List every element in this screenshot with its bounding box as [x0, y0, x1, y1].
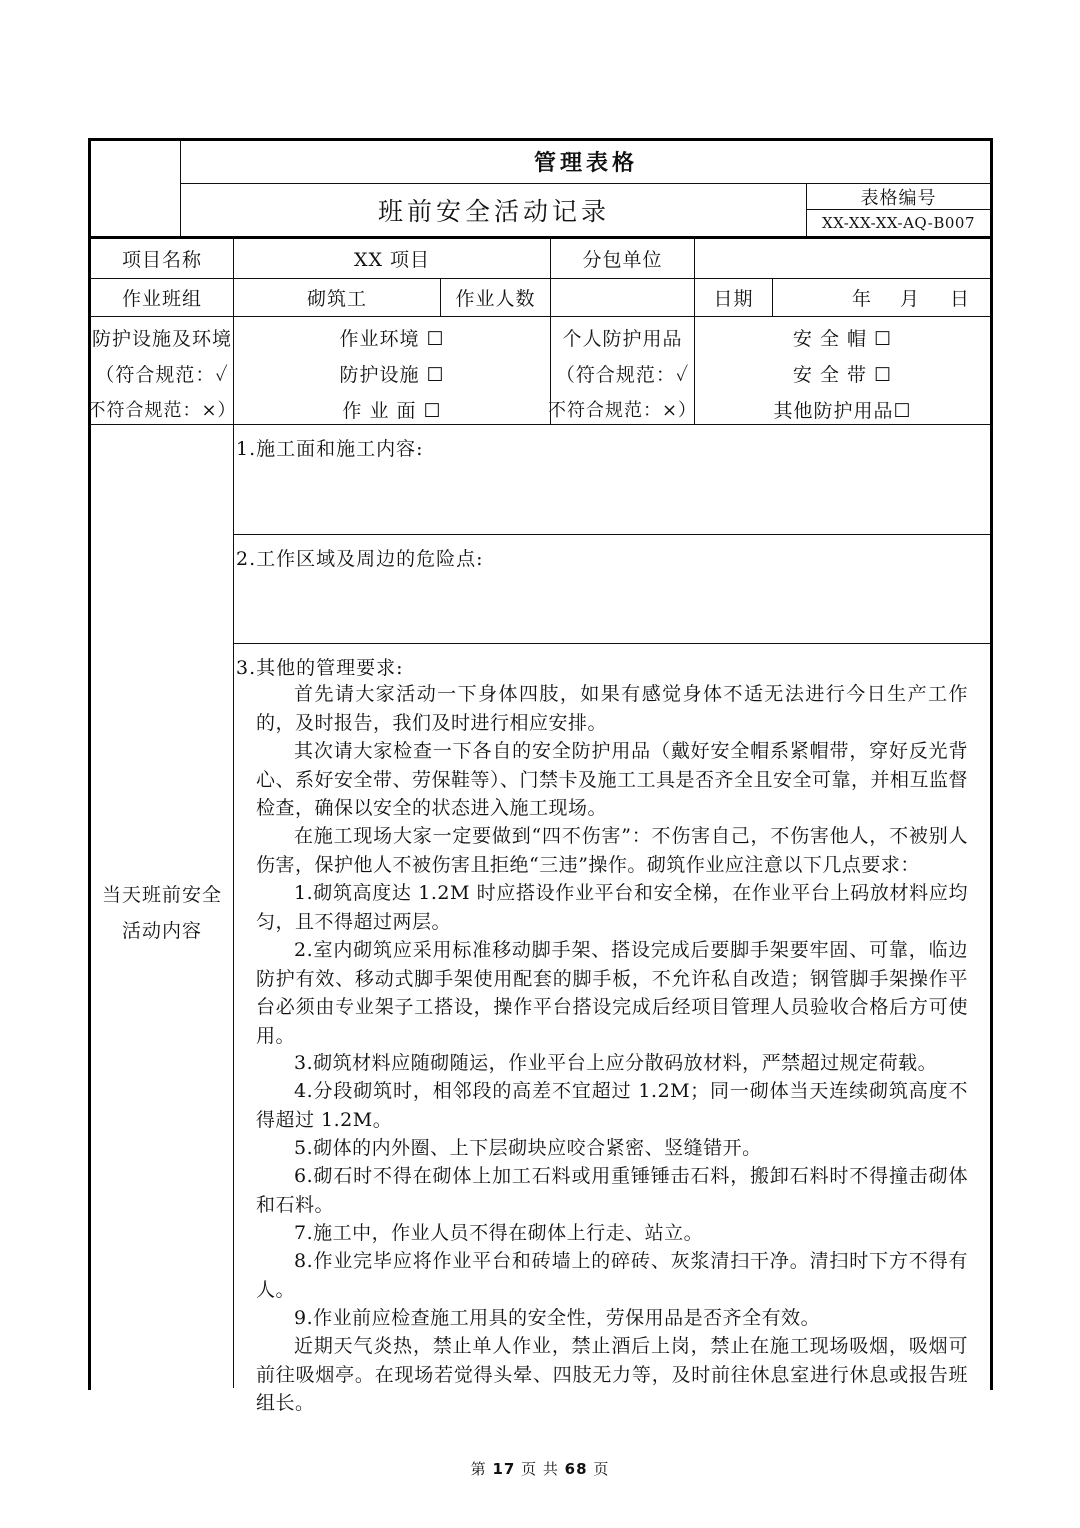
ppe-item-other[interactable]: 其他防护用品☐ — [773, 399, 912, 422]
date-year: 年 — [851, 288, 872, 310]
env-label-line2: （符合规范：✓ — [95, 363, 229, 386]
section-other-requirements: 3.其他的管理要求: — [236, 656, 404, 679]
env-label-line1: 防护设施及环境 — [91, 327, 232, 350]
footer-suffix: 页 — [593, 1460, 610, 1478]
subcontractor-label: 分包单位 — [582, 248, 663, 271]
activity-label-line1: 当天班前安全 — [101, 883, 222, 906]
paragraph-3: 1.砌筑高度达 1.2M 时应搭设作业平台和安全梯，在作业平台上码放材料应均匀，且不得超过两层。 — [256, 882, 968, 933]
ppe-label-line3: 不符合规范：×） — [547, 400, 698, 421]
date-month: 月 — [899, 288, 920, 310]
paragraph-4: 2.室内砌筑应采用标准移动脚手架、搭设完成后要脚手架要牢固、可靠，临边防护有效、移动式脚手架使用配套的脚手板，不允许私自改造；钢管脚手架操作平台必须由专业架子工搭设，操作平台搭设完成后经项目管理人员验收合格后方可使用。 — [256, 939, 968, 1047]
env-item-work-environment[interactable]: 作业环境 ☐ — [339, 327, 445, 350]
paragraph-12: 近期天气炎热，禁止单人作业，禁止酒后上岗，禁止在施工现场吸烟，吸烟可前往吸烟亭。在现场若觉得头晕、四肢无力等，及时前往休息室进行休息或报告班组长。 — [256, 1335, 968, 1414]
project-name-value[interactable]: XX 项目 — [353, 248, 431, 271]
ppe-item-safety-belt[interactable]: 安 全 带 ☐ — [792, 363, 893, 386]
env-label-line3: 不符合规范：×） — [87, 400, 237, 421]
document-title: 班前安全活动记录 — [377, 197, 610, 226]
hazards-field[interactable] — [234, 576, 990, 642]
paragraph-0: 首先请大家活动一下身体四肢，如果有感觉身体不适无法进行今日生产工作的，及时报告，我们及时进行相应安排。 — [256, 683, 968, 734]
form-category: 管理表格 — [533, 151, 638, 176]
footer-page-number: 17 — [492, 1460, 516, 1478]
project-name-label: 项目名称 — [121, 248, 202, 271]
paragraph-1: 其次请大家检查一下各自的安全防护用品（戴好安全帽系紧帽带，穿好反光背心、系好安全带、劳保鞋等）、门禁卡及施工工具是否齐全且安全可靠，并相互监督检查，确保以安全的状态进入施工现场。 — [256, 740, 969, 819]
date-day: 日 — [949, 288, 970, 310]
paragraph-11: 9.作业前应检查施工用具的安全性，劳保用品是否齐全有效。 — [294, 1307, 821, 1329]
work-team-label: 作业班组 — [121, 288, 202, 310]
form-code-label: 表格编号 — [860, 187, 937, 209]
ppe-label-line2: （符合规范：✓ — [555, 363, 690, 386]
footer-prefix: 第 — [470, 1460, 487, 1478]
worker-count-value[interactable] — [551, 279, 694, 316]
paragraph-2: 在施工现场大家一定要做到“四不伤害”：不伤害自己，不伤害他人，不被别人伤害，保护他人不被伤害且拒绝“三违”操作。砌筑作业应注意以下几点要求： — [256, 825, 968, 876]
section-hazards: 2.工作区域及周边的危险点: — [236, 547, 484, 570]
work-content-field[interactable] — [234, 466, 990, 532]
work-team-value[interactable]: 砌筑工 — [306, 288, 367, 310]
paragraph-5: 3.砌筑材料应随砌随运，作业平台上应分散码放材料，严禁超过规定荷载。 — [294, 1052, 938, 1074]
footer-middle: 页 共 — [521, 1460, 559, 1478]
worker-count-label: 作业人数 — [455, 288, 536, 310]
page-footer — [0, 1458, 1080, 1479]
paragraph-6: 4.分段砌筑时，相邻段的高差不宜超过 1.2M；同一砌体当天连续砌筑高度不得超过 1.2M。 — [256, 1080, 968, 1131]
ppe-item-helmet[interactable]: 安 全 帽 ☐ — [792, 327, 893, 350]
ppe-label-line1: 个人防护用品 — [562, 327, 683, 350]
form-code-value: XX-XX-XX-AQ-B007 — [821, 214, 975, 232]
paragraph-8: 6.砌石时不得在砌体上加工石料或用重锤锤击石料，搬卸石料时不得撞击砌体和石料。 — [256, 1165, 968, 1216]
footer-total-pages: 68 — [564, 1460, 588, 1478]
activity-label-line2: 活动内容 — [121, 919, 202, 942]
paragraph-10: 8.作业完毕应将作业平台和砖墙上的碎砖、灰浆清扫干净。清扫时下方不得有人。 — [256, 1250, 968, 1301]
requirements-body — [234, 652, 990, 1414]
date-label: 日期 — [713, 288, 754, 310]
paragraph-7: 5.砌体的内外圈、上下层砌块应咬合紧密、竖缝错开。 — [294, 1137, 762, 1159]
section-work-content: 1.施工面和施工内容: — [236, 437, 424, 460]
subcontractor-value[interactable] — [695, 238, 990, 278]
env-item-protective-facility[interactable]: 防护设施 ☐ — [339, 363, 445, 386]
paragraph-9: 7.施工中，作业人员不得在砌体上行走、站立。 — [294, 1222, 704, 1244]
env-item-work-surface[interactable]: 作 业 面 ☐ — [342, 399, 442, 422]
